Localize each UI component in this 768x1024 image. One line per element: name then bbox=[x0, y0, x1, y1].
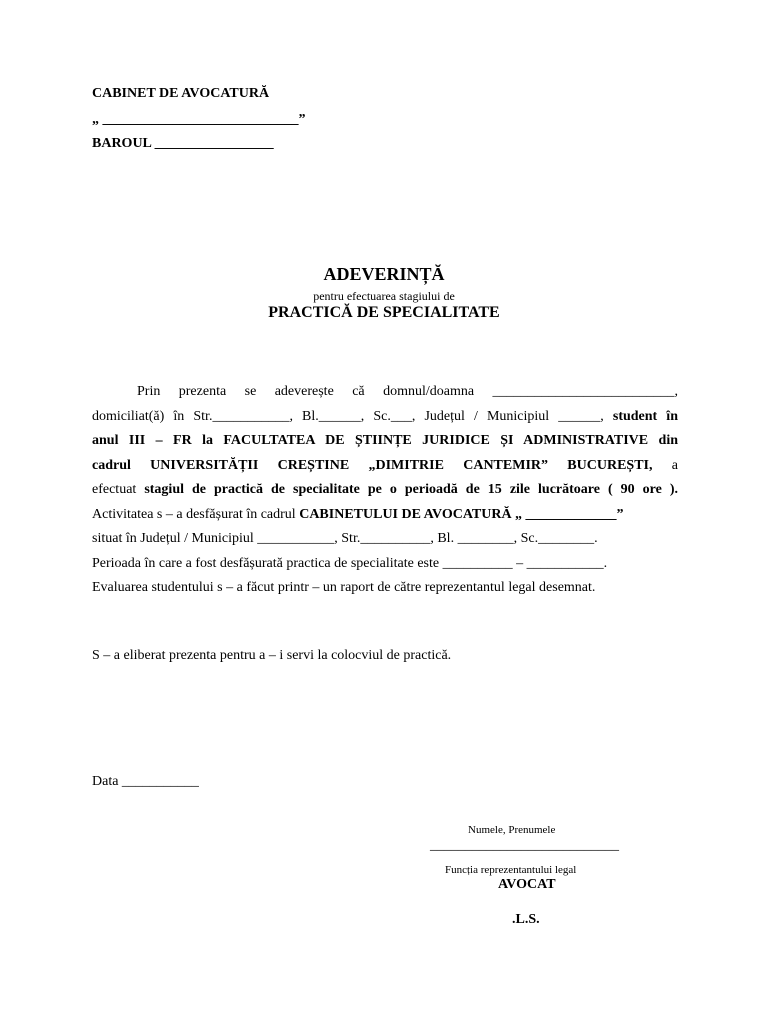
role-label: AVOCAT bbox=[498, 877, 556, 892]
body-line-8: Perioada în care a fost desfășurată practica de specialitate este __________ – ___________. bbox=[92, 555, 608, 571]
body-line-5-bold: stagiul de practică de specialitate pe o perioadă de 15 zile lucrătoare ( 90 ore ). bbox=[144, 482, 679, 497]
body-line-4-bold: cadrul UNIVERSITĂȚII CREȘTINE „DIMITRIE CANTEMIR” BUCUREȘTI, bbox=[92, 457, 653, 473]
function-label: Funcția reprezentantului legal bbox=[445, 864, 577, 876]
body-line-4 bbox=[92, 454, 678, 479]
barou-line: BAROUL _________________ bbox=[92, 136, 274, 151]
issued-statement: S – a eliberat prezenta pentru a – i servi la colocviul de practică. bbox=[92, 648, 452, 663]
body-line-7: situat în Județul / Municipiul ___________, Str.__________, Bl. ________, Sc.________. bbox=[92, 531, 598, 546]
document-subtitle: pentru efectuarea stagiului de bbox=[313, 289, 455, 303]
body-line-6-text: Activitatea s – a desfășurat în cadrul bbox=[92, 506, 300, 522]
certificate-body bbox=[92, 380, 678, 601]
body-line-4-text: a bbox=[652, 457, 678, 473]
signature-line: ___________________________ bbox=[430, 838, 619, 853]
practice-title: PRACTICĂ DE SPECIALITATE bbox=[268, 304, 500, 321]
document-title: ADEVERINȚĂ bbox=[323, 264, 445, 284]
body-line-5 bbox=[92, 478, 678, 503]
body-line-1: Prin prezenta se adeverește că domnul/doamna __________________________, bbox=[137, 384, 678, 399]
body-line-6 bbox=[92, 503, 678, 528]
body-line-9: Evaluarea studentului s – a făcut printr – un raport de către reprezentantul legal desemnat. bbox=[92, 580, 596, 595]
body-line-3: anul III – FR la FACULTATEA DE ȘTIINȚE JURIDICE ȘI ADMINISTRATIVE din bbox=[92, 433, 678, 448]
body-line-6-bold: CABINETULUI DE AVOCATURĂ „ _____________” bbox=[299, 506, 624, 522]
body-line-2-bold: student în bbox=[612, 408, 678, 424]
body-line-2-text: domiciliat(ă) în Str.___________, Bl.______, Sc.___, Județul / Municipiul ______, bbox=[92, 408, 613, 424]
cabinet-name-line: „ ____________________________” bbox=[92, 112, 306, 127]
seal-mark: .L.S. bbox=[512, 912, 540, 927]
name-label: Numele, Prenumele bbox=[468, 824, 556, 836]
cabinet-title: CABINET DE AVOCATURĂ bbox=[92, 86, 270, 101]
body-line-2 bbox=[92, 405, 678, 430]
date-line: Data ___________ bbox=[92, 774, 199, 789]
body-line-5-text: efectuat bbox=[92, 482, 145, 497]
